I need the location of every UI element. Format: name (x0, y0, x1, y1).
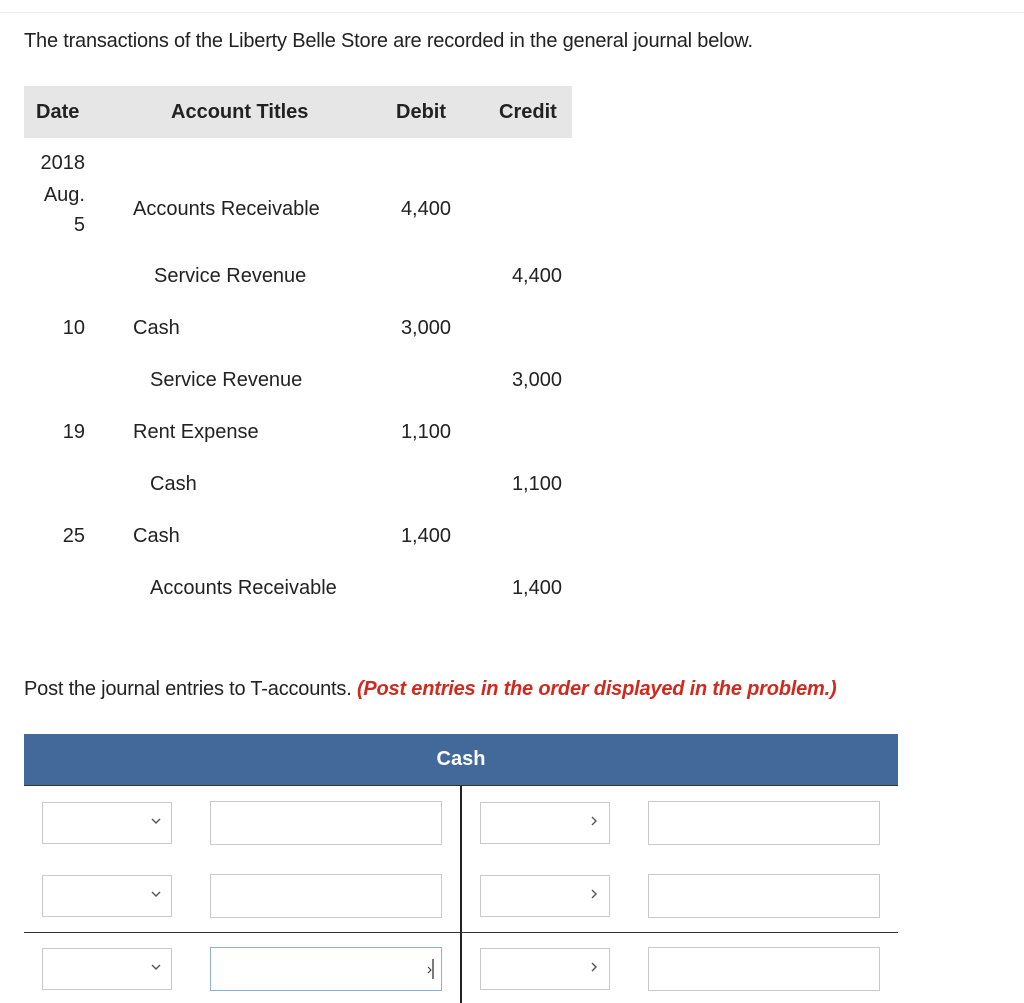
entry-2-day: 10 (62, 317, 85, 339)
credit-date-select-1[interactable] (480, 802, 610, 844)
entry-1-debit-amount: 4,400 (400, 198, 451, 220)
debit-balance-date-select[interactable] (42, 948, 172, 990)
entry-3-day: 19 (62, 421, 85, 443)
debit-date-select-2[interactable] (42, 875, 172, 917)
chevron-right-icon (587, 814, 601, 828)
entry-4-credit-amount: 1,400 (511, 577, 562, 599)
entry-2-debit-account: Cash (133, 317, 180, 339)
header-credit: Credit (499, 101, 557, 123)
credit-amount-input-1[interactable] (648, 801, 880, 845)
journal-header (24, 86, 572, 138)
t-account-balance-line (24, 932, 898, 933)
entry-3-credit-amount: 1,100 (511, 473, 562, 495)
instruction-note: (Post entries in the order displayed in the problem.) (356, 678, 837, 700)
chevron-right-icon (587, 887, 601, 901)
instruction-main: Post the journal entries to T-accounts. (24, 678, 352, 700)
debit-balance-input[interactable] (210, 947, 442, 991)
header-account-titles: Account Titles (171, 101, 309, 123)
intro-text: The transactions of the Liberty Belle Store are recorded in the general journal below. (24, 30, 753, 52)
credit-date-select-2[interactable] (480, 875, 610, 917)
entry-1-day: 5 (73, 214, 85, 236)
entry-3-credit-account: Cash (150, 473, 197, 495)
entry-1-credit-amount: 4,400 (511, 265, 562, 287)
top-divider (0, 12, 1024, 13)
header-debit: Debit (396, 101, 446, 123)
entry-4-day: 25 (62, 525, 85, 547)
t-account-title: Cash (436, 748, 486, 770)
t-account-vertical-line (460, 786, 462, 1003)
entry-2-debit-amount: 3,000 (400, 317, 451, 339)
chevron-down-icon (149, 887, 163, 901)
entry-4-debit-account: Cash (133, 525, 180, 547)
entry-3-debit-account: Rent Expense (133, 421, 259, 443)
chevron-down-icon (149, 814, 163, 828)
debit-date-select-1[interactable] (42, 802, 172, 844)
entry-1-credit-account: Service Revenue (154, 265, 307, 287)
chevron-down-icon (149, 960, 163, 974)
entry-4-debit-amount: 1,400 (400, 525, 451, 547)
t-account-header (24, 734, 898, 786)
instruction-text (24, 678, 836, 701)
journal-year: 2018 (40, 152, 85, 174)
entry-4-credit-account: Accounts Receivable (150, 577, 337, 599)
debit-amount-input-2[interactable] (210, 874, 442, 918)
entry-3-debit-amount: 1,100 (400, 421, 451, 443)
credit-balance-date-select[interactable] (480, 948, 610, 990)
credit-amount-input-2[interactable] (648, 874, 880, 918)
entry-2-credit-amount: 3,000 (511, 369, 562, 391)
chevron-right-icon (587, 960, 601, 974)
journal-month: Aug. (43, 184, 85, 206)
header-date: Date (36, 101, 80, 123)
debit-amount-input-1[interactable] (210, 801, 442, 845)
text-cursor-icon (426, 957, 438, 981)
entry-2-credit-account: Service Revenue (150, 369, 303, 391)
entry-1-debit-account: Accounts Receivable (133, 198, 320, 220)
credit-balance-input[interactable] (648, 947, 880, 991)
